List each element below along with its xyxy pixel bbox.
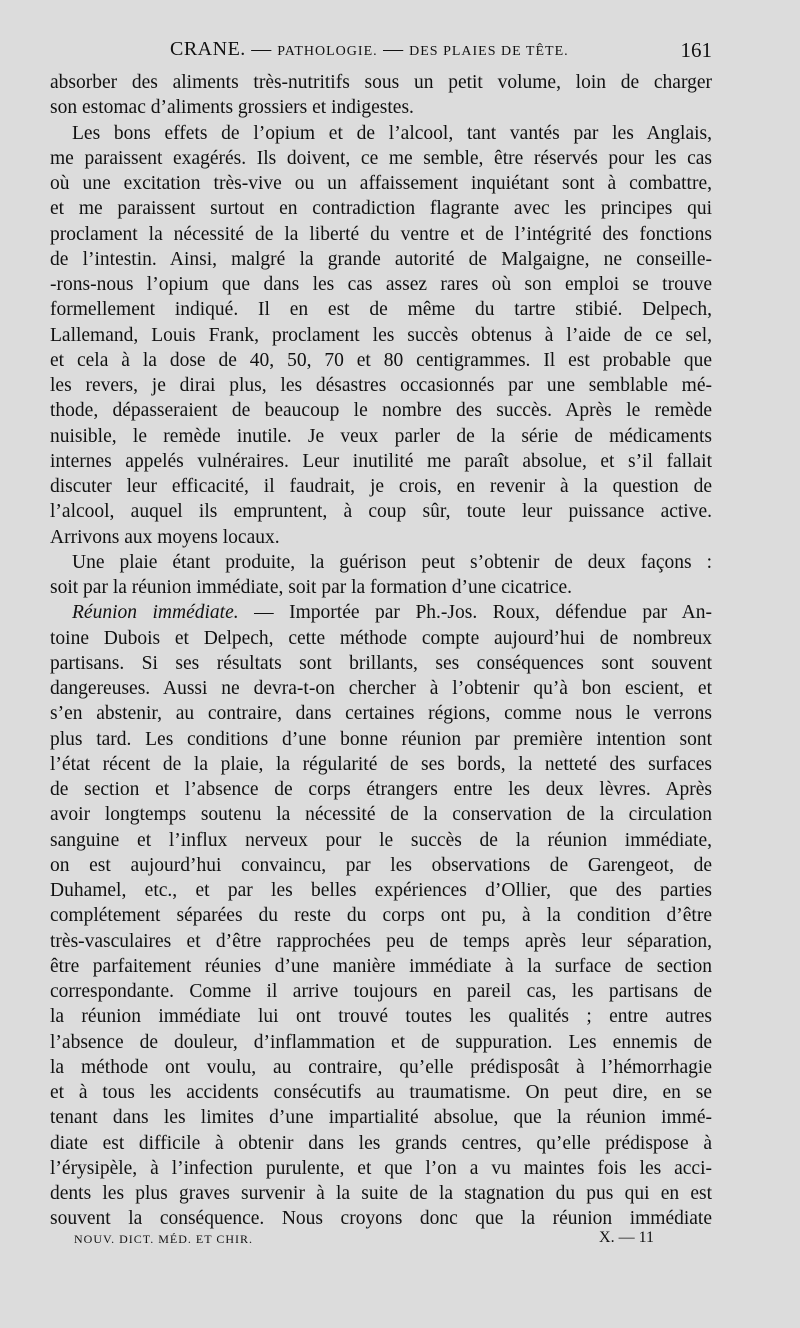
- text-line-with-heading: [50, 600, 712, 625]
- text-line: l’érysipèle, à l’infection purulente, et que l’on a vu maintes fois les acci-: [50, 1157, 712, 1179]
- body-text: [50, 70, 712, 1232]
- running-head-title: [170, 38, 569, 61]
- text-line: on est aujourd’hui convaincu, par les observations de Garengeot, de: [50, 854, 712, 876]
- text-line: Lallemand, Louis Frank, proclament les succès obtenus à l’aide de ce sel,: [50, 324, 712, 346]
- text-line: -rons-nous l’opium que dans les cas assez rares où son emploi se trouve: [50, 274, 712, 295]
- text-line: Duhamel, etc., et par les belles expériences d’Ollier, que des parties: [50, 880, 712, 901]
- text-line: son estomac d’aliments grossiers et indigestes.: [50, 97, 414, 119]
- text-line: nuisible, le remède inutile. Je veux parler de la série de médicaments: [50, 425, 712, 447]
- text-line: les revers, je dirai plus, les désastres occasionnés par une semblable mé-: [50, 375, 712, 396]
- text-line: Les bons effets de l’opium et de l’alcool, tant vantés par les Anglais,: [72, 122, 712, 144]
- text-line: me paraissent exagérés. Ils doivent, ce me semble, être réservés pour les cas: [50, 147, 712, 169]
- running-head: [50, 38, 712, 68]
- text-line: l’absence de douleur, d’inflammation et de suppuration. Les ennemis de: [50, 1031, 712, 1053]
- text-line: proclament la nécessité de la liberté du ventre et de l’intégrité des fonctions: [50, 223, 712, 245]
- text-line: sanguine et l’influx nerveux pour le succès de la réunion immédiate,: [50, 829, 712, 851]
- text-line: correspondante. Comme il arrive toujours en pareil cas, les partisans de: [50, 981, 712, 1002]
- text-line: et à tous les accidents consécutifs au traumatisme. On peut dire, en se: [50, 1082, 712, 1103]
- footer-volume-mark: X. — 11: [599, 1229, 654, 1246]
- section-heading: Réunion immédiate.: [72, 602, 239, 624]
- text-line: Une plaie étant produite, la guérison peut s’obtenir de deux façons :: [72, 551, 712, 573]
- text-line: dangereuses. Aussi ne devra-t-on chercher à l’obtenir qu’à bon escient, et: [50, 678, 712, 699]
- text-line: diate est difficile à obtenir dans les grands centres, qu’elle prédispose à: [50, 1132, 712, 1154]
- text-line: discuter leur efficacité, il faudrait, je crois, en revenir à la question de: [50, 476, 712, 497]
- page-number: 161: [680, 38, 712, 62]
- footer-signature: NOUV. DICT. MÉD. ET CHIR.: [74, 1232, 254, 1246]
- text-line: tenant dans les limites d’une impartialité absolue, que la réunion immé-: [50, 1107, 712, 1129]
- text-line: être parfaitement réunies d’une manière immédiate à la surface de section: [50, 955, 712, 977]
- text-line: formellement indiqué. Il en est de même du tartre stibié. Delpech,: [50, 299, 712, 321]
- running-head-part-3: DES PLAIES DE TÊTE.: [409, 44, 569, 59]
- text-line: Arrivons aux moyens locaux.: [50, 526, 280, 548]
- text-line: l’état récent de la plaie, la régularité de ses bords, la netteté des surfaces: [50, 753, 712, 775]
- running-head-part-1: CRANE.: [170, 38, 246, 60]
- text-line: de section et l’absence de corps étrangers entre les deux lèvres. Après: [50, 779, 712, 800]
- page-footer: [74, 1229, 654, 1256]
- text-line: souvent la conséquence. Nous croyons donc que la réunion immédiate: [50, 1208, 712, 1230]
- text-line: absorber des aliments très-nutritifs sous un petit volume, loin de charger: [50, 72, 712, 93]
- text-line: de l’intestin. Ainsi, malgré la grande autorité de Malgaigne, ne conseille-: [50, 248, 712, 270]
- text-line: internes appelés vulnéraires. Leur inutilité me paraît absolue, et s’il fallait: [50, 450, 712, 472]
- running-head-dash-1: —: [245, 38, 278, 60]
- running-head-part-2: PATHOLOGIE.: [277, 44, 378, 59]
- text-line: la méthode ont voulu, au contraire, qu’elle prédisposât à l’hémorrhagie: [50, 1056, 712, 1078]
- text-line: avoir longtemps soutenu la nécessité de la conservation de la circulation: [50, 804, 712, 826]
- text-line-rest: — Importée par Ph.-Jos. Roux, défendue par An-: [254, 602, 712, 624]
- text-line: plus tard. Les conditions d’une bonne réunion par première intention sont: [50, 728, 712, 750]
- text-line: la réunion immédiate lui ont trouvé toutes les qualités ; entre autres: [50, 1006, 712, 1028]
- text-line: très-vasculaires et d’être rapprochées peu de temps après leur séparation,: [50, 930, 712, 952]
- text-line: et cela à la dose de 40, 50, 70 et 80 centigrammes. Il est probable que: [50, 349, 712, 371]
- running-head-dash-2: —: [377, 38, 410, 60]
- text-line: où une excitation très-vive ou un affaissement inquiétant sont à combattre,: [50, 173, 712, 194]
- text-line: et me paraissent surtout en contradiction flagrante avec les principes qui: [50, 198, 712, 220]
- text-line: dents les plus graves survenir à la suite de la stagnation du pus qui en est: [50, 1183, 712, 1204]
- text-line: s’en abstenir, au contraire, dans certaines régions, comme nous le verrons: [50, 703, 712, 725]
- text-line: partisans. Si ses résultats sont brillants, ses conséquences sont souvent: [50, 652, 712, 674]
- text-line: toine Dubois et Delpech, cette méthode compte aujourd’hui de nombreux: [50, 627, 712, 649]
- text-line: soit par la réunion immédiate, soit par la formation d’une cicatrice.: [50, 577, 572, 598]
- text-line: l’alcool, auquel ils empruntent, à coup sûr, toute leur puissance active.: [50, 501, 712, 523]
- text-line: thode, dépasseraient de beaucoup le nombre des succès. Après le remède: [50, 400, 712, 422]
- text-line: complétement séparées du reste du corps ont pu, à la condition d’être: [50, 905, 712, 927]
